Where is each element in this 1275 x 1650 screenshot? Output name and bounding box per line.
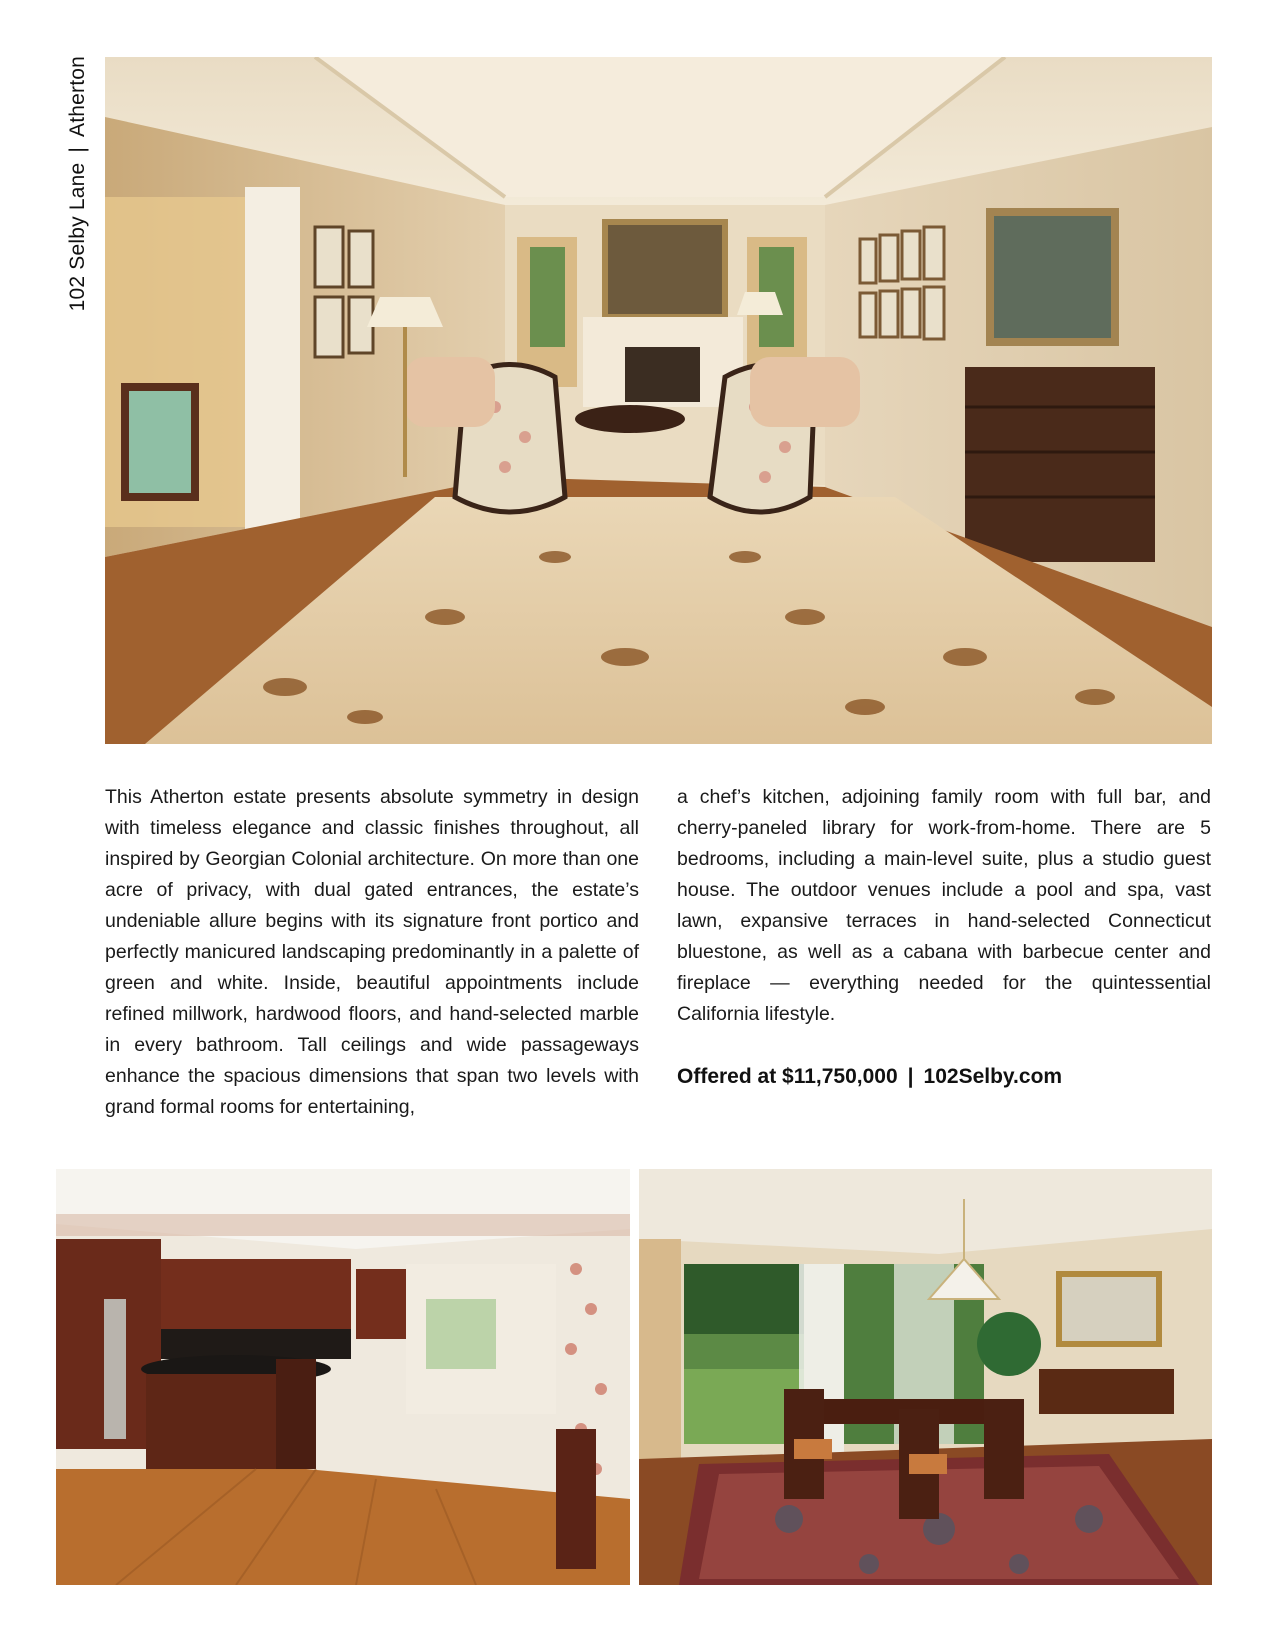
description-text: a chef’s kitchen, adjoining family room with full bar, and cherry-paneled library for work-from-home. There are 5 bedrooms, including a main-level suite, plus a studio guest house. The outdoor venues include a pool and spa, vast lawn, expansive terraces in hand-selected Connecticut bluestone, as well as a cabana with barbecue center and fireplace — everything needed for the quintessential California lifestyle. xyxy=(677,786,1211,1025)
description-column-left: This Atherton estate presents absolute symmetry in design with timeless elegance and classic finishes throughout, all inspired by Georgian Colonial architecture. On more than one acre of privacy, with dual gated entrances, the estate’s undeniable allure begins with its signature front portico and perfectly manicured landscaping predominantly in a palette of green and white. Inside, beautiful appointments include refined millwork, hardwood floors, and hand-selected marble in every bathroom. Tall ceilings and wide passageways enhance the spacious dimensions that span two levels with grand formal rooms for entertaining, xyxy=(105,786,639,1118)
description-column-right xyxy=(677,782,1211,1092)
sidebar-address: 102 Selby Lane xyxy=(66,162,89,312)
sidebar-label xyxy=(66,56,90,336)
dining-room-photo xyxy=(639,1169,1212,1585)
offer-separator: | xyxy=(907,1065,914,1088)
sidebar-city: Atherton xyxy=(66,56,89,137)
offer-line xyxy=(677,1061,1211,1092)
kitchen-photo xyxy=(56,1169,630,1585)
offer-price: Offered at $11,750,000 xyxy=(677,1065,898,1088)
living-room-photo xyxy=(105,57,1212,744)
offer-website[interactable]: 102Selby.com xyxy=(923,1065,1063,1088)
sidebar-separator: | xyxy=(66,147,89,153)
